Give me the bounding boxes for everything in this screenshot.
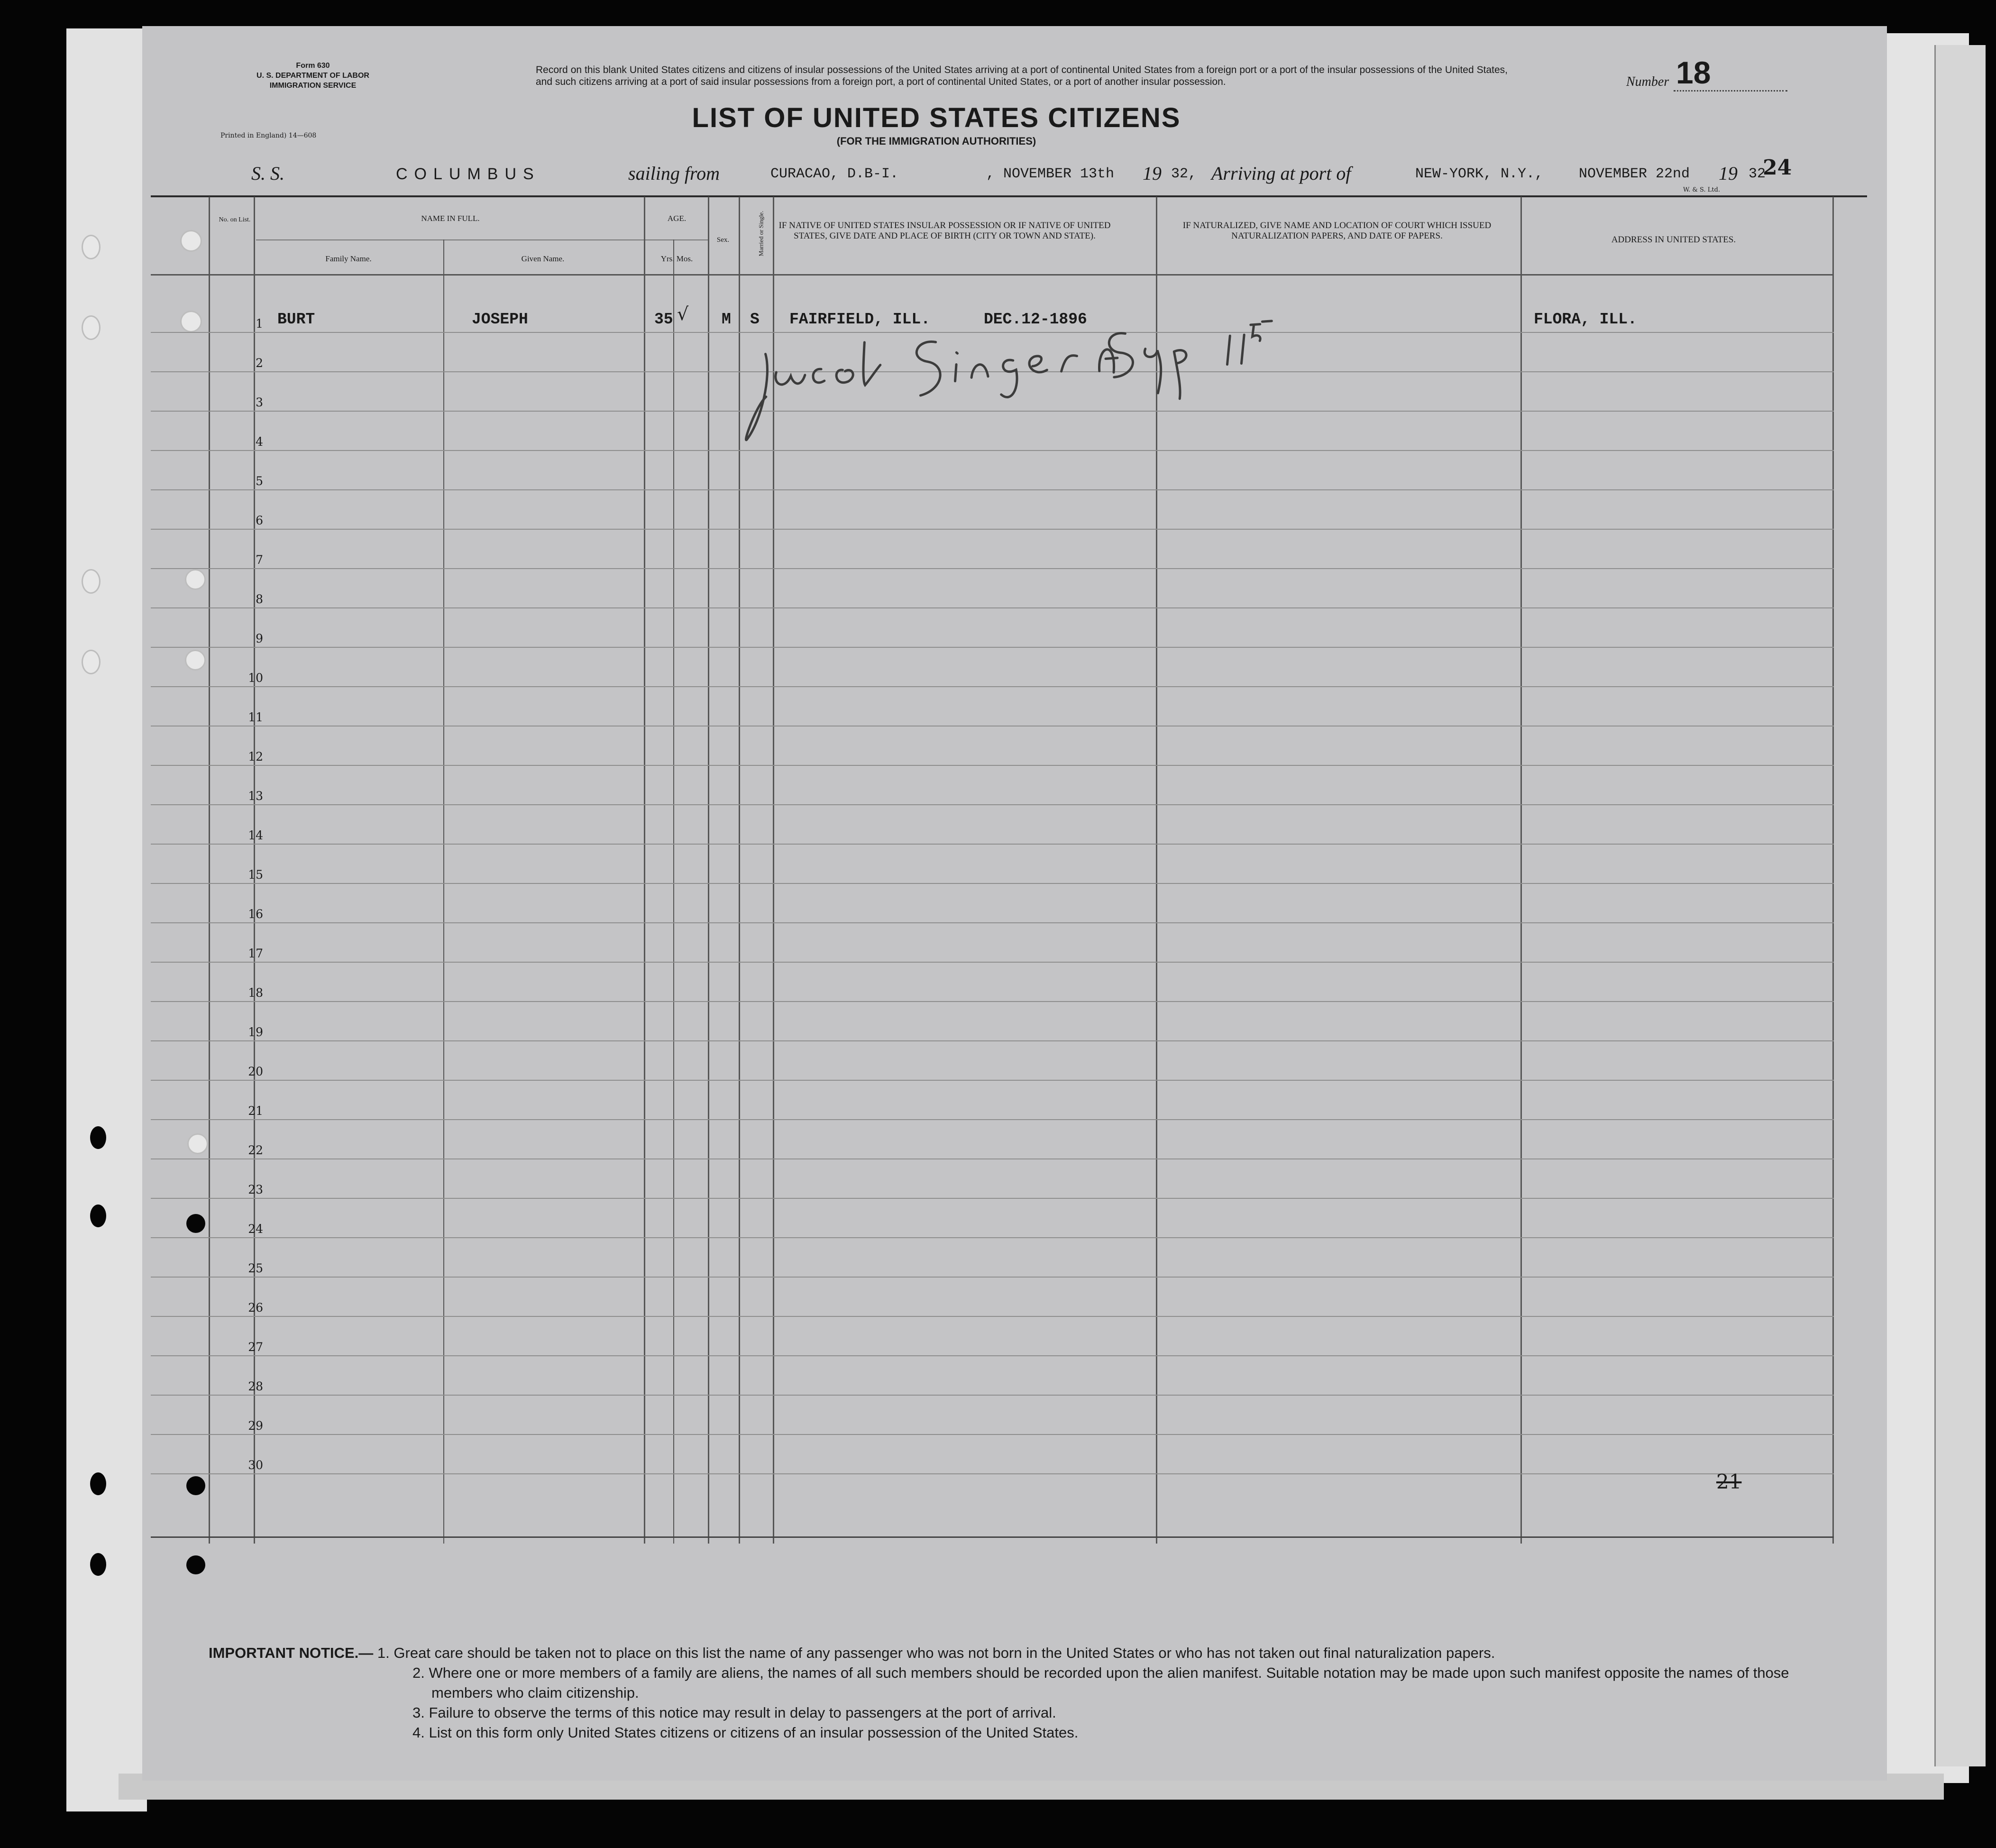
- row-number: 4: [256, 435, 263, 449]
- service-name: IMMIGRATION SERVICE: [269, 82, 357, 90]
- row-number: 14: [248, 828, 263, 842]
- entry-birth-place: FAIRFIELD, ILL.: [789, 311, 931, 328]
- row-number: 6: [256, 514, 263, 527]
- row-number: 24: [248, 1222, 263, 1236]
- entry-birth-date: DEC.12-1896: [984, 311, 1087, 328]
- col-birth: IF NATIVE OF UNITED STATES INSULAR POSSESSION OR IF NATIVE OF UNITED STATES, GIVE DATE AND PLACE OF BIRTH (CITY OR TOWN AND STATE).: [778, 221, 1111, 241]
- row-number: 8: [256, 592, 263, 606]
- underlying-page-left: [66, 28, 147, 1811]
- instructions-header: Record on this blank United States citizens and citizens of insular possessions of the United States arriving at a port of continental United States from a foreign port or a port of the insular possessions of the United States, and such citizens arriving at a port of said insular possessions from a foreign port, a port of continental United States, or a port of another insular possession.: [536, 64, 1508, 87]
- arrival-year-overwrite: 24: [1763, 156, 1792, 180]
- row-number: 5: [256, 474, 263, 488]
- row-line: [151, 647, 1834, 648]
- binder-hole: [90, 1204, 106, 1227]
- header-bottom-rule: [151, 274, 1834, 276]
- binder-hole: [82, 315, 101, 340]
- row-number: 11: [248, 710, 263, 724]
- entry-address: FLORA, ILL.: [1534, 311, 1637, 328]
- col-yrs-mos: Yrs. Mos.: [660, 254, 693, 263]
- row-line: [151, 844, 1834, 845]
- row-number: 17: [248, 947, 263, 960]
- notice-item-3: 3. Failure to observe the terms of this notice may result in delay to passengers at the port of arrival.: [412, 1704, 1056, 1721]
- row-number: 26: [248, 1301, 263, 1315]
- row-number: 19: [248, 1025, 263, 1039]
- row-number: 3: [256, 395, 263, 409]
- printed-note: Printed in England) 14—608: [220, 132, 317, 139]
- entry-family-name: BURT: [277, 311, 315, 328]
- departure-year-prefix: 19: [1143, 163, 1162, 184]
- row-line: [151, 1001, 1834, 1002]
- row-line: [151, 883, 1834, 884]
- sailing-from-label: sailing from: [628, 163, 720, 184]
- punch-hole: [186, 1555, 205, 1574]
- printer-mark: W. & S. Ltd.: [1683, 186, 1721, 193]
- page-subtitle: (FOR THE IMMIGRATION AUTHORITIES): [836, 135, 1036, 147]
- row-line: [151, 1198, 1834, 1199]
- binder-hole: [90, 1126, 106, 1149]
- row-number: 2: [256, 356, 263, 370]
- col-divider: [644, 197, 645, 1544]
- row-line: [151, 1040, 1834, 1041]
- departure-date: , NOVEMBER 13th: [986, 166, 1115, 182]
- underlying-page-edge: [1934, 45, 1986, 1766]
- row-number: 10: [248, 671, 263, 685]
- row-number: 20: [248, 1065, 263, 1078]
- number-underline: [1674, 90, 1787, 92]
- binder-hole: [90, 1553, 106, 1576]
- punch-hole: [186, 1476, 205, 1495]
- row-line: [151, 1119, 1834, 1120]
- row-number: 15: [248, 868, 263, 882]
- important-notice: [209, 1643, 1840, 1743]
- form-id-block: [223, 61, 403, 91]
- col-no-on-list: No. on List.: [219, 216, 251, 223]
- number-label: Number: [1626, 74, 1669, 89]
- row-line: [151, 1395, 1834, 1396]
- binder-hole: [82, 235, 101, 259]
- notice-lead: IMPORTANT NOTICE.—: [209, 1645, 374, 1661]
- row-number: 16: [248, 907, 263, 921]
- row-number: 23: [248, 1183, 263, 1196]
- col-divider: [673, 239, 674, 1544]
- row-number: 1: [256, 317, 263, 331]
- page-number-mark: 21: [1716, 1470, 1742, 1493]
- row-number: 18: [248, 986, 263, 1000]
- name-age-rule: [256, 239, 709, 240]
- row-number: 22: [248, 1143, 263, 1157]
- punch-hole: [180, 311, 202, 332]
- binder-hole: [82, 569, 101, 594]
- entry-given-name: JOSEPH: [472, 311, 528, 328]
- row-number: 28: [248, 1379, 263, 1393]
- col-sex: Sex.: [716, 236, 730, 244]
- row-line: [151, 765, 1834, 766]
- binder-hole: [82, 650, 101, 674]
- ship-name: COLUMBUS: [396, 165, 540, 183]
- row-number: 25: [248, 1261, 263, 1275]
- list-number: 18: [1676, 55, 1711, 90]
- age-check-mark: √: [677, 303, 689, 324]
- entry-marital: S: [750, 311, 760, 328]
- col-divider: [1832, 197, 1834, 1544]
- row-line: [151, 1277, 1834, 1278]
- arrival-date: NOVEMBER 22nd: [1579, 166, 1690, 182]
- notice-item-4: 4. List on this form only United States citizens or citizens of an insular possession of the United States.: [412, 1724, 1079, 1741]
- arrival-port: NEW-YORK, N.Y.,: [1415, 166, 1544, 182]
- row-line: [151, 607, 1834, 608]
- col-divider: [1520, 197, 1522, 1544]
- col-given-name: Given Name.: [521, 254, 565, 263]
- notice-item-2: 2. Where one or more members of a family are aliens, the names of all such members should be recorded upon the alien manifest. Suitable notation may be made upon such manifest opposite the names of those members who claim citizenship.: [412, 1664, 1789, 1701]
- punch-hole: [187, 1133, 208, 1154]
- row-line: [151, 1355, 1834, 1356]
- row-line: [151, 804, 1834, 805]
- entry-sex: M: [722, 311, 731, 328]
- col-name-in-full: NAME IN FULL.: [421, 214, 480, 223]
- departure-year: 32,: [1171, 166, 1197, 182]
- col-married-single: Married or Single.: [757, 211, 765, 257]
- row-line: [151, 1237, 1834, 1238]
- arrival-year-prefix: 19: [1719, 163, 1738, 184]
- row-line: [151, 1316, 1834, 1317]
- row-number: 12: [248, 750, 263, 763]
- form-number: Form 630: [296, 62, 330, 70]
- col-divider: [708, 197, 709, 1544]
- row-line: [151, 529, 1834, 530]
- col-age: AGE.: [667, 214, 687, 223]
- row-number: 13: [248, 789, 263, 803]
- ss-label: S. S.: [251, 163, 284, 184]
- row-line: [151, 489, 1834, 490]
- row-number: 9: [256, 632, 263, 645]
- row-line: [151, 450, 1834, 451]
- table-bottom-rule: [151, 1536, 1834, 1538]
- col-address: ADDRESS IN UNITED STATES.: [1611, 235, 1736, 245]
- arrival-year: 32: [1749, 166, 1766, 182]
- manifest-sheet: [142, 26, 1887, 1781]
- row-line: [151, 962, 1834, 963]
- row-number: 27: [248, 1340, 263, 1354]
- row-number: 30: [248, 1458, 263, 1472]
- entry-age: 35: [654, 311, 673, 328]
- col-family-name: Family Name.: [325, 254, 372, 263]
- row-line: [151, 686, 1834, 687]
- punch-hole: [185, 569, 206, 590]
- row-number: 7: [256, 553, 263, 567]
- departure-port: CURACAO, D.B-I.: [770, 166, 899, 182]
- page-title: LIST OF UNITED STATES CITIZENS: [692, 102, 1181, 133]
- punch-hole: [180, 230, 202, 252]
- punch-hole: [185, 650, 206, 671]
- row-line: [151, 1473, 1834, 1474]
- col-naturalized: IF NATURALIZED, GIVE NAME AND LOCATION OF COURT WHICH ISSUED NATURALIZATION PAPERS, AND DATE OF PAPERS.: [1182, 221, 1492, 241]
- col-divider: [443, 239, 444, 1544]
- binder-hole: [90, 1472, 106, 1495]
- row-number: 21: [248, 1104, 263, 1118]
- header-rule: [151, 195, 1867, 197]
- row-line: [151, 568, 1834, 569]
- arriving-label: Arriving at port of: [1211, 163, 1351, 184]
- notice-item-1: 1. Great care should be taken not to place on this list the name of any passenger who was not born in the United States or who has not taken out final naturalization papers.: [377, 1645, 1495, 1661]
- department-name: U. S. DEPARTMENT OF LABOR: [256, 72, 369, 80]
- row-line: [151, 922, 1834, 923]
- row-line: [151, 1434, 1834, 1435]
- row-line: [151, 1080, 1834, 1081]
- punch-hole: [186, 1214, 205, 1233]
- row-line: [151, 1158, 1834, 1159]
- row-number: 29: [248, 1419, 263, 1433]
